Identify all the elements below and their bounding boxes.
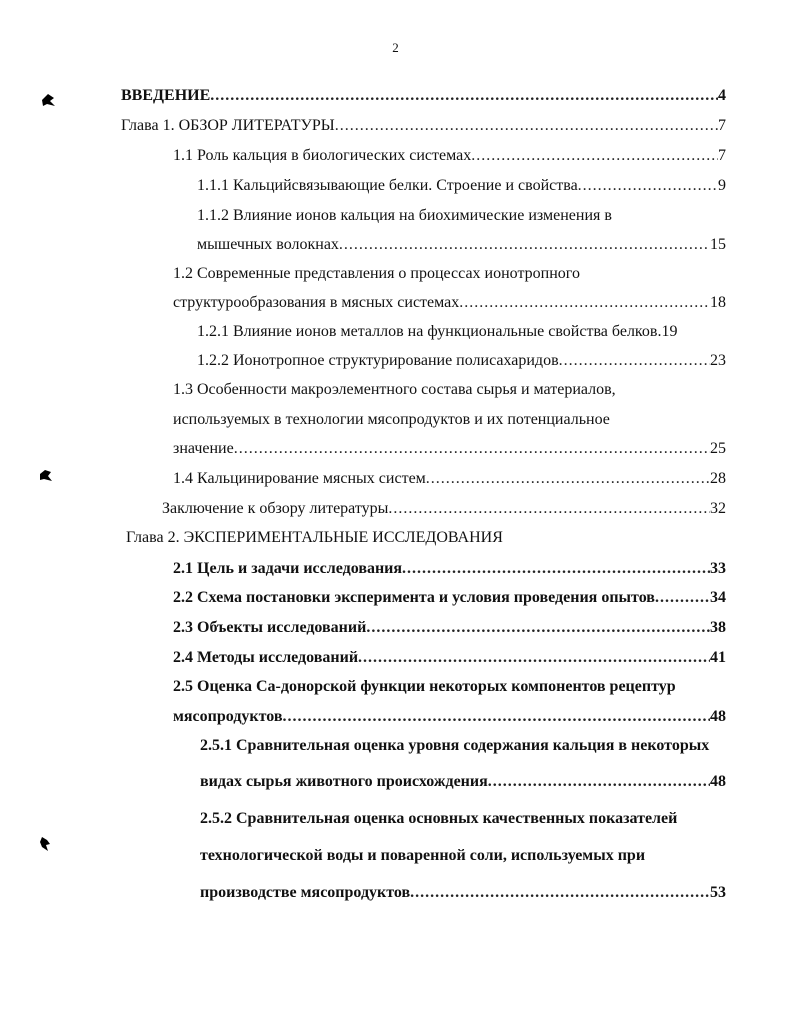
toc-entry-2-5-2-line1: 2.5.2 Сравнительная оценка основных качественных показателей	[200, 810, 678, 827]
dot-leader	[402, 559, 710, 579]
toc-entry-1-2[interactable]	[173, 293, 726, 313]
toc-entry-title: 2.3 Объекты исследований	[173, 619, 367, 636]
toc-entry-2-4[interactable]	[173, 648, 726, 668]
toc-entry-chapter-2[interactable]: Глава 2. ЭКСПЕРИМЕНТАЛЬНЫЕ ИССЛЕДОВАНИЯ	[126, 529, 503, 546]
toc-entry-2-1[interactable]	[173, 559, 726, 579]
toc-entry-title: мясопродуктов	[173, 708, 283, 725]
toc-entry-1-3[interactable]	[173, 439, 726, 459]
dot-leader	[410, 883, 710, 903]
toc-entry-1-3-line1: 1.3 Особенности макроэлементного состава сырья и материалов,	[173, 381, 616, 398]
toc-entry-2-5-2-line2: технологической воды и поваренной соли, используемых при	[200, 847, 646, 864]
toc-entry-title: производстве мясопродуктов	[200, 884, 411, 901]
dot-leader	[471, 146, 718, 166]
toc-page-number: 34	[710, 589, 726, 606]
toc-entry-title: значение	[173, 440, 234, 457]
toc-entry-title: Заключение к обзору литературы	[162, 500, 389, 517]
toc-page-number: 38	[710, 619, 726, 636]
toc-entry-title: видах сырья животного происхождения	[200, 773, 488, 790]
toc-page-number: 9	[718, 177, 726, 194]
toc-entry-1-1-1[interactable]	[197, 176, 726, 196]
toc-page-number: 33	[710, 560, 726, 577]
toc-entry-2-3[interactable]	[173, 618, 726, 638]
toc-entry-title: Глава 1. ОБЗОР ЛИТЕРАТУРЫ	[121, 117, 335, 134]
toc-page-number: 48	[710, 773, 726, 790]
page-number: 2	[392, 40, 399, 55]
toc-entry-title: 1.2.1 Влияние ионов металлов на функциональные свойства белков.	[197, 323, 662, 340]
toc-entry-title: 2.4 Методы исследований	[173, 649, 359, 666]
scan-speck-icon	[38, 468, 54, 484]
toc-page-number: 7	[718, 117, 726, 134]
toc-entry-2-5-1-line1: 2.5.1 Сравнительная оценка уровня содержания кальция в некоторых	[200, 737, 710, 754]
dot-leader	[388, 499, 710, 519]
toc-page-number: 7	[718, 147, 726, 164]
toc-entry-conclusion[interactable]	[162, 499, 726, 519]
dot-leader	[578, 176, 718, 196]
toc-entry-1-1[interactable]	[173, 146, 726, 166]
toc-page-number: 19	[661, 323, 678, 340]
toc-entry-1-3-line2: используемых в технологии мясопродуктов и их потенциальное	[173, 411, 610, 428]
toc-entry-title: мышечных волокнах	[197, 236, 339, 253]
toc-page-number: 4	[718, 87, 726, 104]
toc-entry-title: 2.1 Цель и задачи исследования	[173, 560, 403, 577]
toc-page-number: 25	[710, 440, 726, 457]
toc-entry-1-2-1[interactable]	[197, 322, 726, 342]
scan-speck-icon	[40, 92, 58, 108]
toc-entry-title: 1.1.1 Кальцийсвязывающие белки. Строение и свойства	[197, 177, 578, 194]
toc-entry-2-5-2[interactable]	[200, 883, 726, 903]
toc-entry-intro[interactable]	[121, 86, 726, 106]
dot-leader	[283, 707, 710, 727]
dot-leader	[488, 772, 710, 792]
dot-leader	[339, 235, 710, 255]
toc-entry-1-2-line1: 1.2 Современные представления о процессах ионотропного	[173, 265, 580, 282]
toc-page-number: 32	[710, 500, 726, 517]
toc-page-number: 53	[710, 884, 726, 901]
toc-entry-title: ВВЕДЕНИЕ	[121, 87, 211, 104]
toc-page-number: 48	[710, 708, 726, 725]
toc-entry-1-1-2-line1: 1.1.2 Влияние ионов кальция на биохимические изменения в	[197, 207, 612, 224]
toc-page-number: 23	[710, 352, 726, 369]
toc-entry-chapter-1[interactable]	[121, 116, 726, 136]
toc-entry-title: 1.1 Роль кальция в биологических системах	[173, 147, 472, 164]
dot-leader	[366, 618, 710, 638]
dot-leader	[335, 116, 718, 136]
toc-page-number: 41	[710, 649, 726, 666]
dot-leader	[559, 351, 710, 371]
toc-entry-1-1-2[interactable]	[197, 235, 726, 255]
toc-entry-2-2[interactable]	[173, 588, 726, 608]
toc-entry-2-5-line1: 2.5 Оценка Са-донорской функции некоторых компонентов рецептур	[173, 678, 676, 695]
dot-leader	[426, 469, 710, 489]
toc-entry-title: 1.2.2 Ионотропное структурирование полисахаридов	[197, 352, 559, 369]
toc-entry-title: структурообразования в мясных системах	[173, 294, 460, 311]
toc-entry-title: 2.2 Схема постановки эксперимента и условия проведения опытов	[173, 589, 655, 606]
toc-page-number: 18	[710, 294, 726, 311]
toc-page-number: 28	[710, 470, 726, 487]
toc-entry-2-5[interactable]	[173, 707, 726, 727]
toc-page-number: 15	[710, 236, 726, 253]
toc-entry-1-4[interactable]	[173, 469, 726, 489]
toc-entry-title: 1.4 Кальцинирование мясных систем	[173, 470, 426, 487]
toc-entry-1-2-2[interactable]	[197, 351, 726, 371]
dot-leader	[459, 293, 710, 313]
toc-entry-2-5-1[interactable]	[200, 772, 726, 792]
dot-leader	[234, 439, 710, 459]
dot-leader	[358, 648, 710, 668]
dot-leader	[210, 86, 718, 106]
scan-speck-icon	[38, 835, 52, 853]
dot-leader	[655, 588, 710, 608]
